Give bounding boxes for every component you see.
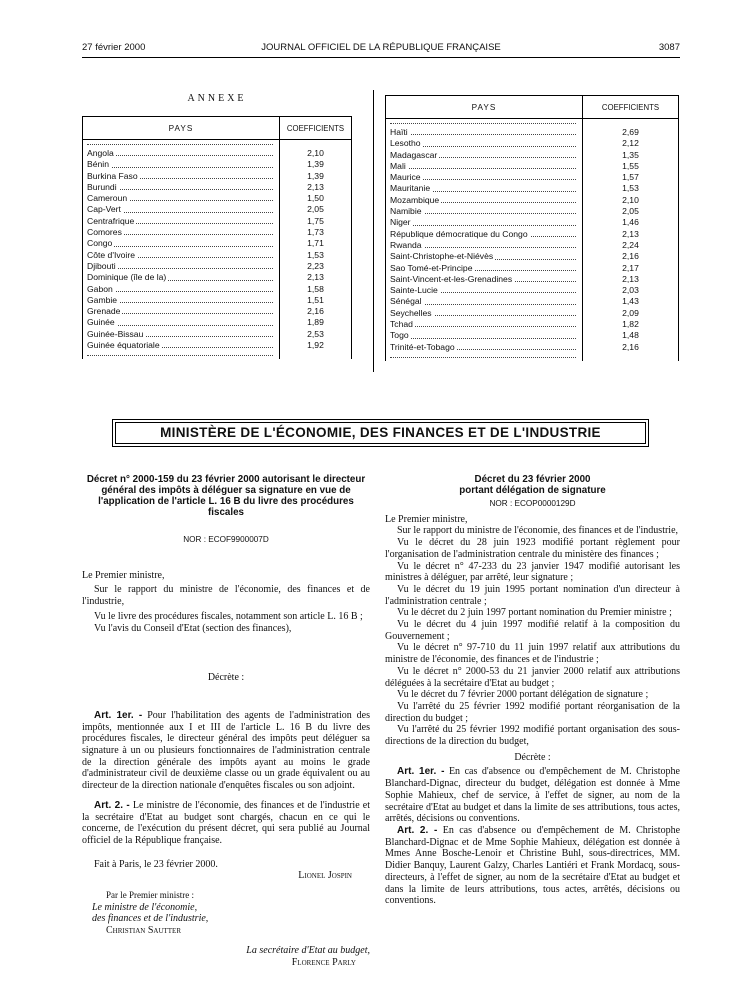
coefficient-value: 2,10 <box>583 195 679 206</box>
decree-1 <box>82 474 370 968</box>
coefficient-value: 2,03 <box>583 285 679 296</box>
country-cell <box>386 172 583 183</box>
country-cell <box>386 195 583 206</box>
country-cell <box>386 229 583 240</box>
country-cell <box>386 263 583 274</box>
table-row <box>83 306 352 317</box>
coefficient-value: 2,09 <box>583 308 679 319</box>
decree-2-visa: Vu l'arrêté du 25 février 1992 modifié portant réorganisation de la direction du budget ; <box>385 700 680 724</box>
table-row <box>386 206 679 217</box>
country-cell <box>83 227 280 238</box>
coefficient-value: 2,13 <box>583 274 679 285</box>
decree-1-article-2: Art. 2. - Le ministre de l'économie, des finances et de l'industrie et la secrétaire d'Etat au budget sont chargés, chacun en ce qui le concerne, de l'exécution du présent décret, qui sera publié au Journal officiel de la République française. <box>82 799 371 846</box>
decree-1-vu-avis: Vu l'avis du Conseil d'Etat (section des finances), <box>94 622 292 634</box>
country-name: Rwanda <box>390 239 422 250</box>
country-name: Burkina Faso <box>87 170 138 181</box>
decree-2-visa: Vu le décret du 4 juin 1997 modifié relatif à la composition du Gouvernement ; <box>385 619 680 642</box>
coefficient-value: 2,23 <box>280 261 352 272</box>
country-name: Niger <box>390 217 411 228</box>
decree-1-article-1: Art. 1er. - Pour l'habilitation des agents de l'administration des impôts, mentionnée aux I et III de l'article L. 16 B du livre des procédures fiscales, le directeur général des impôts peut déléguer sa signature à un ou plusieurs fonctionnaires de l'administration centrale de la direction générale des impôts ayant au moins le grade d'administrateur civil de deuxième classe ou un grade équivalent ou au directeur de la direction nationale d'enquêtes fiscales ou son adjoint. <box>82 709 371 792</box>
coefficient-value: 1,58 <box>280 284 352 295</box>
country-name: Saint-Christophe-et-Niévès <box>390 251 494 262</box>
decree-2 <box>385 474 680 907</box>
table-row <box>83 193 352 204</box>
minister-title-line-1: Le ministre de l'économie, <box>92 901 198 913</box>
table-row <box>83 227 352 238</box>
country-cell <box>83 272 280 283</box>
country-cell <box>83 250 280 261</box>
coefficient-value: 2,13 <box>280 272 352 283</box>
country-cell <box>386 161 583 172</box>
country-name: Gambie <box>87 294 118 305</box>
country-cell <box>83 193 280 204</box>
country-name: Lesotho <box>390 138 421 149</box>
article-1-label: Art. 1er. - <box>94 709 143 721</box>
ministry-title: MINISTÈRE DE L'ÉCONOMIE, DES FINANCES ET DE L'INDUSTRIE <box>115 422 646 444</box>
table-row <box>386 274 679 285</box>
table-row <box>386 150 679 161</box>
country-name: Grenade <box>87 306 121 317</box>
table-row <box>386 296 679 307</box>
minister-title-line-2: des finances et de l'industrie, <box>92 913 209 925</box>
table-row <box>386 229 679 240</box>
country-name: Dominique (île de la) <box>87 272 167 283</box>
country-name: Guinée équatoriale <box>87 340 160 351</box>
table-row <box>83 204 352 215</box>
decree-2-title-line-1: Décret du 23 février 2000 <box>474 474 591 485</box>
country-cell <box>83 295 280 306</box>
country-name: Comores <box>87 227 122 238</box>
table-row <box>386 285 679 296</box>
country-name: Congo <box>87 238 113 249</box>
country-cell <box>386 240 583 251</box>
col-header-pays: PAYS <box>386 96 583 119</box>
col-header-pays: PAYS <box>83 117 280 140</box>
article-2-label: Art. 2. - <box>94 799 130 811</box>
article-2-label: Art. 2. - <box>397 824 438 836</box>
table-row <box>83 317 352 328</box>
decree-2-article-2: Art. 2. - En cas d'absence ou d'empêchement de M. Christophe Blanchard-Dignac et de Mme Sophie Mahieux, délégation est donnée à Mmes Anne Bosche-Lenoir et Christine Buhl, sous-directrices, MM. Didier Banquy, Laurent Galzy, Charles Lantiéri et Frank Mordacq, sous-directeurs, à l'effet de signer, au nom de la secrétaire d'Etat au budget et dans la limite de leurs attributions, tous actes, arrêtés, décisions ou conventions. <box>385 824 681 907</box>
page-header <box>82 42 680 56</box>
country-name: Togo <box>390 330 409 341</box>
decree-1-opening: Le Premier ministre, <box>82 569 165 581</box>
coefficient-value: 1,55 <box>583 161 679 172</box>
coefficient-value: 1,43 <box>583 296 679 307</box>
table-row <box>386 138 679 149</box>
country-name: Sainte-Lucie <box>390 285 438 296</box>
country-name: Cameroun <box>87 193 128 204</box>
table-row <box>386 172 679 183</box>
decree-1-decrete: Décrète : <box>207 672 245 684</box>
signature-secretaire-etat: Florence Parly <box>291 956 356 968</box>
country-name: République démocratique du Congo <box>390 228 528 239</box>
secretaire-etat-title: La secrétaire d'Etat au budget, <box>246 944 370 956</box>
table-row <box>386 240 679 251</box>
table-row <box>83 182 352 193</box>
coefficient-value: 1,50 <box>280 193 352 204</box>
country-cell <box>83 329 280 340</box>
country-name: Sao Tomé-et-Principe <box>390 262 473 273</box>
coefficient-value: 1,71 <box>280 238 352 249</box>
country-cell <box>386 217 583 228</box>
coefficient-value: 1,48 <box>583 330 679 341</box>
header-journal-title: JOURNAL OFFICIEL DE LA RÉPUBLIQUE FRANÇAISE <box>261 42 501 53</box>
column-divider <box>373 90 374 372</box>
coefficient-value: 1,53 <box>280 250 352 261</box>
coefficient-value: 1,53 <box>583 183 679 194</box>
decree-2-visa: Le Premier ministre, <box>385 513 468 525</box>
table-row <box>386 161 679 172</box>
coefficient-value: 1,46 <box>583 217 679 228</box>
country-name: Sénégal <box>390 296 422 307</box>
coefficient-value: 2,24 <box>583 240 679 251</box>
coefficient-value: 2,05 <box>280 204 352 215</box>
country-name: Tchad <box>390 319 413 330</box>
ministry-banner <box>112 419 649 447</box>
table-row <box>83 261 352 272</box>
decree-2-visa: Vu le décret du 28 juin 1923 modifié portant règlement pour l'organisation de l'administration centrale du ministère des finances ; <box>385 537 680 560</box>
header-rule <box>82 57 680 58</box>
country-name: Mozambique <box>390 194 440 205</box>
table-row <box>386 127 679 138</box>
table-row <box>83 340 352 351</box>
coefficient-value: 1,82 <box>583 319 679 330</box>
decree-1-title: Décret n° 2000-159 du 23 février 2000 autorisant le directeur général des impôts à déléguer sa signature en vue de l'application de l'article L. 16 B du livre des procédures fiscales <box>86 474 366 518</box>
decree-2-visa: Vu l'arrêté du 25 février 1992 modifié portant organisation des sous-directions de la direction du budget, <box>385 724 680 748</box>
country-name: Côte d'Ivoire <box>87 249 135 260</box>
country-cell <box>386 206 583 217</box>
coefficient-value: 2,10 <box>280 148 352 159</box>
coefficient-value: 2,69 <box>583 127 679 138</box>
coefficient-value: 2,13 <box>280 182 352 193</box>
country-name: Djibouti <box>87 260 116 271</box>
country-cell <box>386 274 583 285</box>
country-name: Seychelles <box>390 307 432 318</box>
country-name: Guinée <box>87 317 115 328</box>
article-1-label: Art. 1er. - <box>397 766 445 778</box>
country-name: Gabon <box>87 283 113 294</box>
country-name: Burundi <box>87 181 117 192</box>
table-row <box>83 284 352 295</box>
country-cell <box>386 251 583 262</box>
table-row <box>83 250 352 261</box>
decree-2-article-1: Art. 1er. - En cas d'absence ou d'empêchement de M. Christophe Blanchard-Dignac, directeur du budget, délégation est donnée à Mme Sophie Mahieux, chef de service, à l'effet de signer, au nom de la secrétaire d'Etat au budget et dans la limite de ses attributions, tous actes, arrêtés, décisions ou conventions. <box>385 766 680 825</box>
coefficient-value: 1,51 <box>280 295 352 306</box>
decree-2-visa: Sur le rapport du ministre de l'économie, des finances et de l'industrie, <box>397 525 679 537</box>
country-cell <box>386 308 583 319</box>
table-row <box>83 238 352 249</box>
country-cell <box>83 317 280 328</box>
decree-2-visa: Vu le décret du 7 février 2000 portant délégation de signature ; <box>397 689 649 701</box>
table-row <box>386 308 679 319</box>
coefficient-value: 1,92 <box>280 340 352 351</box>
coefficient-value: 1,39 <box>280 171 352 182</box>
country-name: Cap-Vert <box>87 204 121 215</box>
coefficient-value: 1,35 <box>583 150 679 161</box>
coefficient-value: 2,16 <box>280 306 352 317</box>
table-row <box>386 319 679 330</box>
decree-1-fait: Fait à Paris, le 23 février 2000. <box>94 858 218 870</box>
table-row <box>386 263 679 274</box>
signature-premier-ministre: Lionel Jospin <box>298 870 352 882</box>
coefficient-value: 2,16 <box>583 342 679 353</box>
annexe-title: ANNEXE <box>187 93 247 104</box>
decree-2-decrete: Décrète : <box>514 751 551 763</box>
annexe-table-left <box>82 116 352 359</box>
country-name: Trinité-et-Tobago <box>390 341 455 352</box>
signature-ministre: Christian Sautter <box>106 925 182 937</box>
country-cell <box>83 182 280 193</box>
decree-2-visa: Vu le décret n° 97-710 du 11 juin 1997 relatif aux attributions du ministre de l'économie, des finances et de l'industrie ; <box>385 642 680 666</box>
decree-2-title-line-2: portant délégation de signature <box>459 485 606 496</box>
table-row <box>386 330 679 341</box>
country-cell <box>83 159 280 170</box>
country-name: Namibie <box>390 206 422 217</box>
country-name: Guinée-Bissau <box>87 328 144 339</box>
coefficient-value: 2,05 <box>583 206 679 217</box>
par-le-premier-ministre: Par le Premier ministre : <box>106 890 194 901</box>
decree-1-nor: NOR : ECOF9900007D <box>183 535 269 544</box>
country-name: Haïti <box>390 127 408 137</box>
country-cell <box>83 171 280 182</box>
country-cell <box>386 319 583 330</box>
table-row <box>83 216 352 227</box>
table-row <box>386 195 679 206</box>
table-row <box>83 148 352 159</box>
table-row <box>83 159 352 170</box>
col-header-coefficients: COEFFICIENTS <box>583 96 679 119</box>
country-cell <box>386 342 583 353</box>
coefficient-value: 1,39 <box>280 159 352 170</box>
country-cell <box>83 306 280 317</box>
country-name: Bénin <box>87 159 109 170</box>
decree-1-rapport: Sur le rapport du ministre de l'économie, des finances et de l'industrie, <box>82 584 370 608</box>
country-cell <box>83 340 280 351</box>
decree-2-visa: Vu le décret du 2 juin 1997 portant nomination du Premier ministre ; <box>397 607 672 619</box>
country-cell <box>83 216 280 227</box>
table-row <box>83 272 352 283</box>
table-row <box>83 171 352 182</box>
country-cell <box>83 261 280 272</box>
country-name: Centrafrique <box>87 215 135 226</box>
country-name: Saint-Vincent-et-les-Grenadines <box>390 273 513 284</box>
coefficient-value: 1,89 <box>280 317 352 328</box>
coefficient-value: 2,12 <box>583 138 679 149</box>
decree-1-vu-livre: Vu le livre des procédures fiscales, notamment son article L. 16 B ; <box>94 610 363 622</box>
country-name: Mauritanie <box>390 183 431 194</box>
table-row <box>83 295 352 306</box>
header-page-number: 3087 <box>658 42 680 53</box>
table-row <box>386 217 679 228</box>
country-name: Mali <box>390 160 406 171</box>
decree-2-visa: Vu le décret n° 2000-53 du 21 janvier 2000 relatif aux attributions déléguées à la secrétaire d'Etat au budget ; <box>385 665 680 689</box>
country-cell <box>83 148 280 159</box>
decree-2-visa: Vu le décret n° 47-233 du 23 janvier 1947 modifié autorisant les ministres à déléguer, par arrêté, leur signature ; <box>385 560 680 584</box>
table-row <box>386 251 679 262</box>
table-row <box>386 342 679 353</box>
coefficient-value: 2,13 <box>583 229 679 240</box>
decree-2-visas <box>385 514 680 748</box>
coefficient-value: 1,57 <box>583 172 679 183</box>
country-cell <box>386 127 583 138</box>
coefficient-value: 1,75 <box>280 216 352 227</box>
country-name: Angola <box>87 148 114 158</box>
decree-2-visa: Vu le décret du 19 juin 1995 portant nomination d'un directeur à l'administration centrale ; <box>385 583 680 607</box>
country-cell <box>83 284 280 295</box>
decree-2-nor: NOR : ECOP0000129D <box>489 499 576 508</box>
country-cell <box>83 204 280 215</box>
country-name: Madagascar <box>390 149 438 160</box>
country-name: Maurice <box>390 172 421 183</box>
country-cell <box>386 150 583 161</box>
annexe-table-right <box>385 95 679 361</box>
country-cell <box>386 183 583 194</box>
header-date: 27 février 2000 <box>82 42 146 53</box>
country-cell <box>386 296 583 307</box>
country-cell <box>386 138 583 149</box>
country-cell <box>83 238 280 249</box>
coefficient-value: 2,53 <box>280 329 352 340</box>
coefficient-value: 2,16 <box>583 251 679 262</box>
country-cell <box>386 285 583 296</box>
table-row <box>83 329 352 340</box>
country-cell <box>386 330 583 341</box>
coefficient-value: 1,73 <box>280 227 352 238</box>
table-row <box>386 183 679 194</box>
col-header-coefficients: COEFFICIENTS <box>280 117 352 140</box>
coefficient-value: 2,17 <box>583 263 679 274</box>
